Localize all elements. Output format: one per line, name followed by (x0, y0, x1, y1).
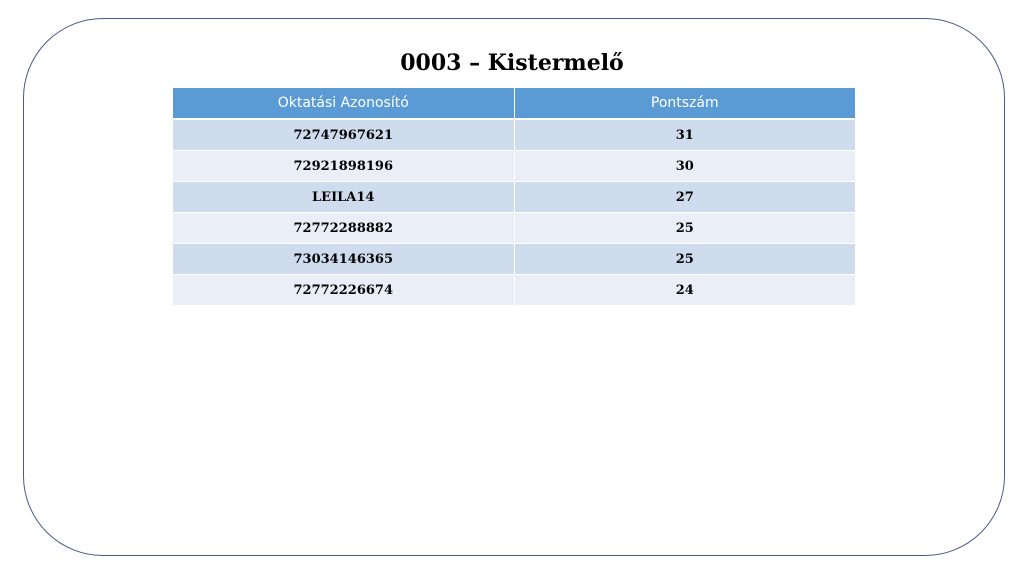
cell-score: 24 (514, 275, 855, 306)
cell-id: 72772288882 (173, 213, 514, 244)
cell-score: 27 (514, 182, 855, 213)
table-row (173, 182, 855, 213)
cell-id: 72747967621 (173, 119, 514, 151)
table-header-row (173, 88, 855, 119)
cell-id: 72772226674 (173, 275, 514, 306)
table-row (173, 275, 855, 306)
table-row (173, 151, 855, 182)
table-row (173, 213, 855, 244)
column-header-id: Oktatási Azonosító (173, 88, 514, 119)
cell-id: 72921898196 (173, 151, 514, 182)
cell-score: 25 (514, 244, 855, 275)
cell-score: 31 (514, 119, 855, 151)
column-header-score: Pontszám (514, 88, 855, 119)
slide-title: 0003 – Kistermelő (400, 50, 624, 76)
cell-score: 30 (514, 151, 855, 182)
table-row (173, 119, 855, 151)
cell-score: 25 (514, 213, 855, 244)
table-row (173, 244, 855, 275)
scores-table (173, 88, 855, 305)
cell-id: 73034146365 (173, 244, 514, 275)
cell-id: LEILA14 (173, 182, 514, 213)
